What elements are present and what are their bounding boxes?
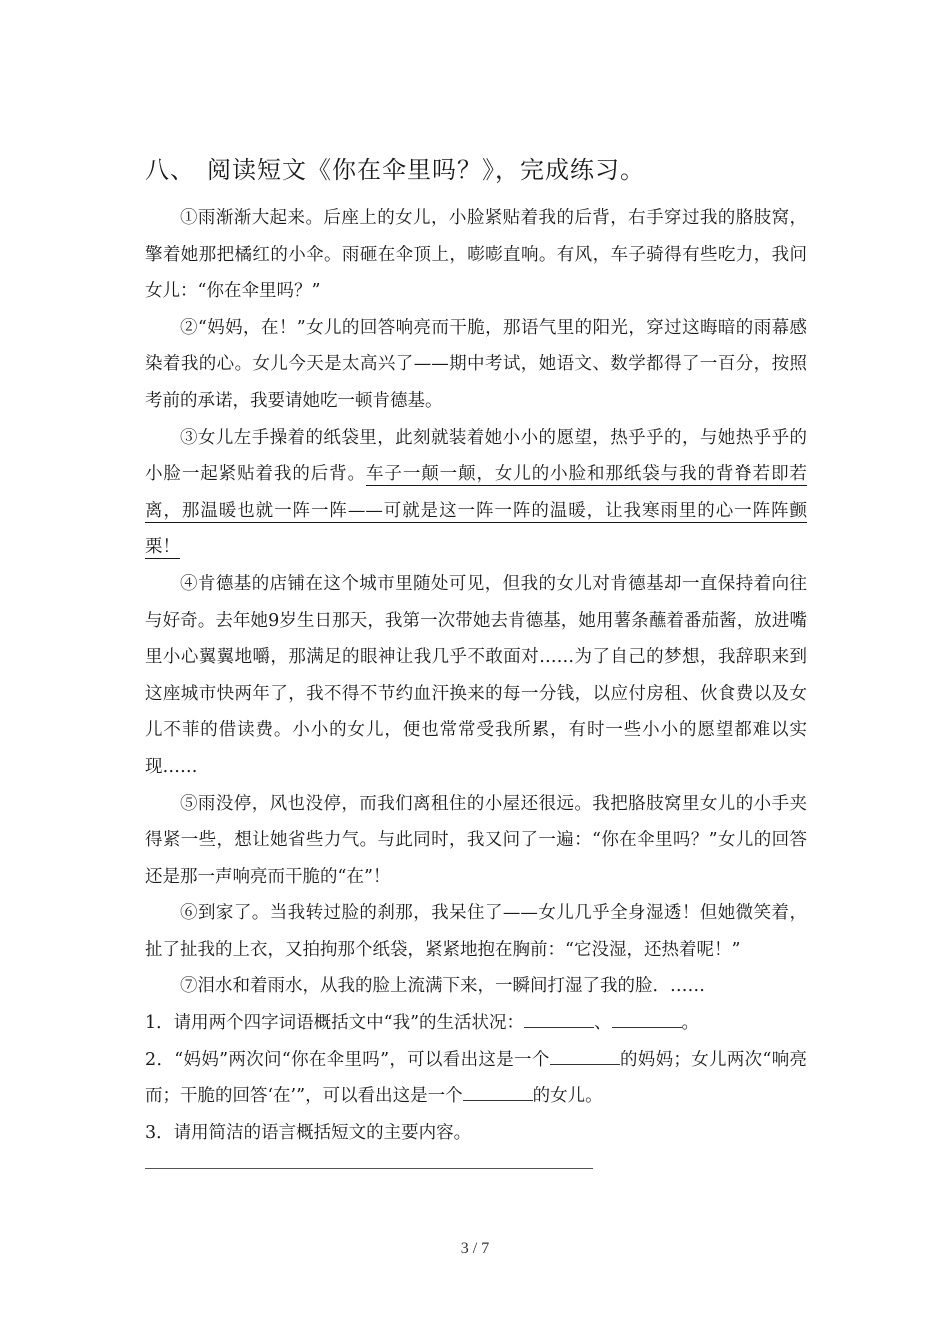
answer-line-3[interactable] <box>145 1167 593 1169</box>
page-number: 3 / 7 <box>460 1240 490 1257</box>
paragraph-3-underlined: 车子一颠一颠，女儿的小脸和那纸袋与我的背脊若即若离，那温暖也就一阵一阵——可就是这一阵一阵的温暖，让我寒雨里的心一阵阵颤栗！ <box>145 464 808 558</box>
paragraph-4: ④肯德基的店铺在这个城市里随处可见，但我的女儿对肯德基却一直保持着向往与好奇。去年她9岁生日那天，我第一次带她去肯德基，她用薯条蘸着番茄酱，放进嘴里小心翼翼地嚼，那满足的眼神让我几乎不敢面对……为了自己的梦想，我辞职来到这座城市快两年了，我不得不节约血汗换来的每一分钱，以应付房租、伙食费以及女儿不菲的借读费。小小的女儿，便也常常受我所累，有时一些小小的愿望都难以实现…… <box>145 573 807 777</box>
section-number: 八、 <box>145 156 195 184</box>
paragraph-3 <box>145 420 807 566</box>
question-1-end: 。 <box>681 1013 700 1034</box>
section-heading <box>145 150 807 190</box>
answer-blank-1b[interactable] <box>612 1009 682 1028</box>
paragraph-7: ⑦泪水和着雨水，从我的脸上流满下来，一瞬间打湿了我的脸．…… <box>180 976 705 997</box>
question-2-part3: 的女儿。 <box>532 1086 603 1107</box>
question-1-separator: 、 <box>594 1013 612 1034</box>
paragraph-5: ⑤雨没停，风也没停，而我们离租住的小屋还很远。我把胳肢窝里女儿的小手夹得紧一些，想让她省些力气。与此同时，我又问了一遍：“你在伞里吗？”女儿的回答还是那一声响亮而干脆的“在”！ <box>145 793 807 887</box>
answer-blank-1a[interactable] <box>524 1009 594 1028</box>
question-3: 3．请用简洁的语言概括短文的主要内容。 <box>145 1122 472 1143</box>
question-1-text: 1．请用两个四字词语概括文中“我”的生活状况： <box>145 1013 525 1034</box>
paragraph-2: ②“妈妈，在！”女儿的回答响亮而干脆，那语气里的阳光，穿过这晦暗的雨幕感染着我的心。女儿今天是太高兴了——期中考试，她语文、数学都得了一百分，按照考前的承诺，我要请她吃一顿肯德基。 <box>145 317 807 411</box>
paragraph-3-plain: ③女儿左手操着的纸袋里，此刻就装着她小小的愿望，热乎乎的，与她热乎乎的小脸一起紧贴着我的后背。 <box>145 427 807 485</box>
answer-blank-2a[interactable] <box>550 1046 620 1065</box>
question-2 <box>145 1042 807 1115</box>
section-title: 阅读短文《你在伞里吗？》，完成练习。 <box>207 156 645 184</box>
question-2-part2: 的妈妈；女儿两次“响亮而；干脆的回答‘在’”，可以看出这是一个 <box>145 1049 808 1107</box>
worksheet-page <box>145 150 807 1169</box>
paragraph-6: ⑥到家了。当我转过脸的刹那，我呆住了——女儿几乎全身湿透！但她微笑着，扯了扯我的上衣，又拍拘那个纸袋，紧紧地抱在胸前：“它没湿，还热着呢！” <box>145 903 807 960</box>
question-1 <box>145 1005 807 1042</box>
answer-blank-2b[interactable] <box>463 1082 533 1101</box>
question-2-part1: 2．“妈妈”两次问“你在伞里吗”，可以看出这是一个 <box>145 1049 550 1070</box>
paragraph-1: ①雨渐渐大起来。后座上的女儿，小脸紧贴着我的后背，右手穿过我的胳肢窝，擎着她那把橘红的小伞。雨砸在伞顶上，嘭嘭直响。有风，车子骑得有些吃力，我问女儿：“你在伞里吗？” <box>145 208 807 302</box>
